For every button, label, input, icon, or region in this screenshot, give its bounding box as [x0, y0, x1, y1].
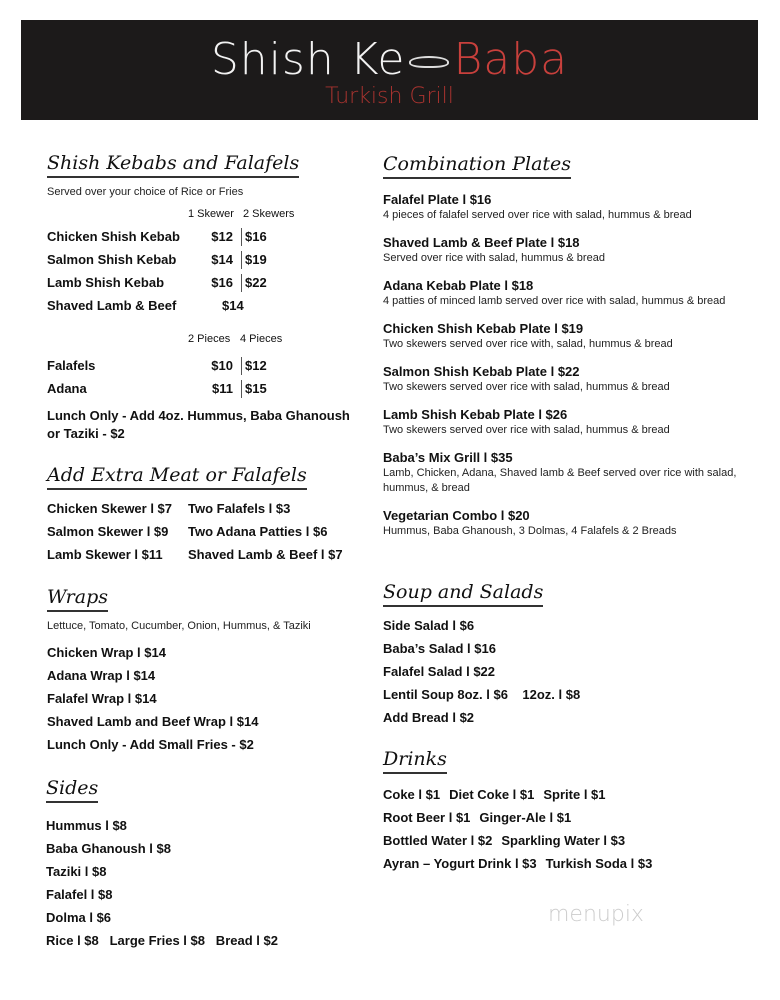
menu-row: Shaved Lamb and Beef Wrap l $14 [47, 714, 259, 729]
drink-item: Root Beer l $1 [383, 810, 471, 825]
drink-item: Sprite l $1 [543, 787, 606, 802]
drink-item: Turkish Soda l $3 [545, 856, 653, 871]
item-price: $10 [211, 358, 233, 373]
menu-row: Taziki l $8 [46, 864, 107, 879]
drink-item: Ginger-Ale l $1 [479, 810, 572, 825]
item-name: Shaved Lamb & Beef [47, 298, 177, 313]
menu-row: Adana Wrap l $14 [47, 668, 156, 683]
combo-item [383, 449, 763, 496]
menu-row [383, 832, 763, 855]
item-title: Salmon Shish Kebab Plate l $22 [383, 364, 580, 379]
section-heading: Sides [46, 777, 98, 803]
item-title: Shaved Lamb & Beef Plate l $18 [383, 235, 580, 250]
section-note: Lettuce, Tomato, Cucumber, Onion, Hummus, & Taziki [47, 620, 311, 632]
menu-row: Hummus l $8 [46, 818, 127, 833]
item-price: $14 [222, 298, 244, 313]
section-heading: Add Extra Meat or Falafels [47, 464, 307, 490]
menu-row [47, 228, 357, 251]
section-drinks [383, 748, 763, 878]
combo-item [383, 320, 763, 352]
section-combos [383, 153, 763, 550]
item-title: Adana Kebab Plate l $18 [383, 278, 534, 293]
item-price: $12 [241, 357, 267, 375]
combo-item [383, 507, 763, 539]
combo-item [383, 406, 763, 438]
restaurant-subtitle: Turkish Grill [325, 84, 454, 109]
item-name: Two Falafels l $3 [188, 501, 291, 516]
menu-row [47, 380, 357, 403]
column-header: 2 Skewers [243, 208, 295, 220]
menu-row [47, 500, 357, 523]
section-kebabs [47, 152, 357, 448]
drink-item: Ayran – Yogurt Drink l $3 [383, 856, 537, 871]
item-name: Chicken Shish Kebab [47, 229, 180, 244]
menu-row [383, 809, 763, 832]
menu-row: Side Salad l $6 [383, 618, 475, 633]
mustache-icon [409, 56, 449, 68]
item-name: Salmon Shish Kebab [47, 252, 177, 267]
drink-item: Sparkling Water l $3 [501, 833, 626, 848]
item-description: Two skewers served over rice with, salad, hummus & bread [383, 338, 673, 350]
restaurant-header [21, 20, 758, 120]
drink-item: Diet Coke l $1 [449, 787, 535, 802]
item-name: Salmon Skewer l $9 [47, 524, 169, 539]
section-sides [46, 777, 356, 955]
menu-row: Dolma l $6 [46, 910, 112, 925]
item-title: Baba’s Mix Grill l $35 [383, 450, 513, 465]
menu-row: Rice l $8 Large Fries l $8 Bread l $2 [46, 933, 278, 948]
item-price: $19 [241, 251, 267, 269]
menu-row: Add Bread l $2 [383, 710, 475, 725]
section-soups [383, 581, 763, 732]
item-price: $12 [211, 229, 233, 244]
menu-row [47, 523, 357, 546]
column-header: 1 Skewer [188, 208, 234, 220]
item-price: $16 [211, 275, 233, 290]
menu-row [383, 855, 763, 878]
menu-row [47, 357, 357, 380]
watermark: menupix [548, 902, 644, 927]
item-price: $14 [211, 252, 233, 267]
logo-text-white: Shish Ke [210, 34, 406, 85]
section-note: Served over your choice of Rice or Fries [47, 186, 244, 198]
drink-item: Coke l $1 [383, 787, 441, 802]
item-title: Chicken Shish Kebab Plate l $19 [383, 321, 584, 336]
menu-row [47, 251, 357, 274]
menu-row: Falafel Salad l $22 [383, 664, 496, 679]
section-heading: Soup and Salads [383, 581, 543, 607]
section-heading: Combination Plates [383, 153, 571, 179]
column-header: 2 Pieces [188, 333, 231, 345]
lunch-note: or Taziki - $2 [47, 426, 125, 441]
restaurant-logo [21, 34, 758, 85]
item-description: Two skewers served over rice with salad, hummus & bread [383, 424, 670, 436]
combo-item [383, 234, 763, 266]
item-description: Lamb, Chicken, Adana, Shaved lamb & Beef served over rice with salad, hummus, & bread [383, 467, 737, 494]
menu-row: Falafel l $8 [46, 887, 113, 902]
item-price: $16 [241, 228, 267, 246]
item-price: $22 [241, 274, 267, 292]
menu-row: Falafel Wrap l $14 [47, 691, 157, 706]
menu-row: Baba Ghanoush l $8 [46, 841, 171, 856]
logo-text-red: Baba [453, 34, 569, 85]
column-headers [47, 208, 357, 228]
item-description: Hummus, Baba Ghanoush, 3 Dolmas, 4 Falafels & 2 Breads [383, 525, 677, 537]
item-description: 4 patties of minced lamb served over rice with salad, hummus & bread [383, 295, 726, 307]
combo-item [383, 191, 763, 223]
menu-row: Chicken Wrap l $14 [47, 645, 166, 660]
section-extra [47, 464, 357, 569]
item-name: Two Adana Patties l $6 [188, 524, 328, 539]
menu-row [383, 786, 763, 809]
item-name: Chicken Skewer l $7 [47, 501, 173, 516]
item-description: Two skewers served over rice with salad, hummus & bread [383, 381, 670, 393]
menu-row: Baba’s Salad l $16 [383, 641, 496, 656]
item-price: $11 [212, 381, 233, 396]
item-name: Lamb Shish Kebab [47, 275, 165, 290]
item-name: Falafels [47, 358, 96, 373]
item-title: Lamb Shish Kebab Plate l $26 [383, 407, 568, 422]
section-heading: Shish Kebabs and Falafels [47, 152, 299, 178]
section-heading: Wraps [47, 586, 108, 612]
item-name: Shaved Lamb & Beef l $7 [188, 547, 343, 562]
item-name: Lamb Skewer l $11 [47, 547, 163, 562]
item-title: Vegetarian Combo l $20 [383, 508, 530, 523]
item-name: Adana [47, 381, 87, 396]
column-headers [47, 333, 357, 353]
item-title: Falafel Plate l $16 [383, 192, 492, 207]
drink-item: Bottled Water l $2 [383, 833, 493, 848]
item-price: $15 [241, 380, 267, 398]
item-description: Served over rice with salad, hummus & bread [383, 252, 605, 264]
column-header: 4 Pieces [240, 333, 283, 345]
section-heading: Drinks [383, 748, 447, 774]
combo-item [383, 363, 763, 395]
combo-item [383, 277, 763, 309]
menu-row [47, 546, 357, 569]
menu-row: Lentil Soup 8oz. l $6 12oz. l $8 [383, 687, 581, 702]
item-description: 4 pieces of falafel served over rice with salad, hummus & bread [383, 209, 692, 221]
menu-row [47, 274, 357, 297]
menu-row [47, 297, 357, 320]
menu-row: Lunch Only - Add Small Fries - $2 [47, 737, 254, 752]
section-wraps [47, 586, 357, 759]
lunch-note: Lunch Only - Add 4oz. Hummus, Baba Ghanoush [47, 408, 350, 423]
